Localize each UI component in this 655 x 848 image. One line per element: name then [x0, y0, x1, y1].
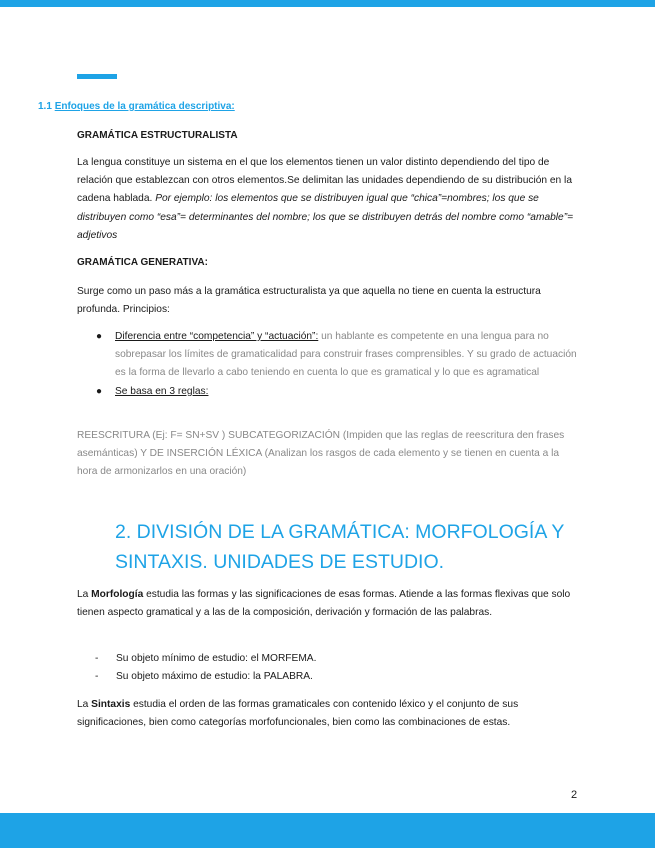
- bullet-icon: ●: [96, 331, 103, 342]
- list-item: [77, 650, 577, 668]
- page-number: 2: [571, 789, 578, 801]
- paragraph-morfologia: [77, 586, 577, 622]
- list-item: [77, 668, 577, 686]
- dash-marker: -: [95, 653, 99, 664]
- principle-text: un hablante es competente en una lengua para no sobrepasar los límites de gramaticalidad para construir frases comprensibles. Y su grado de actuación es la forma de llevarlo a cabo teniendo en cuenta lo que es gramatical y lo que es agramatical: [115, 331, 577, 379]
- unit-text: Su objeto máximo de estudio: la PALABRA.: [116, 671, 313, 682]
- list-item: [77, 328, 577, 383]
- bottom-accent-band: [0, 813, 655, 848]
- paragraph-sintaxis: [77, 696, 577, 732]
- paragraph-rules: REESCRITURA (Ej: F= SN+SV ) SUBCATEGORIZACIÓN (Impiden que las reglas de reescritura den frases asemánticas) Y DE INSERCIÓN LÉXICA (Analizan los rasgos de cada elemento y se tienen en cuenta a la hora de armonizarlos en una oración): [77, 430, 565, 478]
- morfologia-units-list: [77, 650, 577, 686]
- section-number: 1.1: [38, 101, 52, 112]
- paragraph-estructuralista: [77, 154, 577, 245]
- sintaxis-pre: La: [77, 699, 92, 710]
- principle-title: Diferencia entre “competencia” y “actuación”:: [115, 331, 319, 342]
- sintaxis-term: Sintaxis: [91, 699, 131, 710]
- estructuralista-text: La lengua constituye un sistema en el que los elementos tienen un valor distinto dependiendo del tipo de relación que establezcan con otros elementos.Se delimitan las unidades dependiendo de su distribución en la cadena hablada.: [77, 157, 572, 205]
- section-2-heading: 2. DIVISIÓN DE LA GRAMÁTICA: MORFOLOGÍA Y SINTAXIS. UNIDADES DE ESTUDIO.: [115, 521, 564, 573]
- section-title-link[interactable]: Enfoques de la gramática descriptiva:: [54, 101, 235, 112]
- bullet-icon: ●: [96, 385, 103, 397]
- heading-estructuralista: GRAMÁTICA ESTRUCTURALISTA: [77, 130, 238, 141]
- dash-marker: -: [95, 671, 99, 682]
- estructuralista-example: Por ejemplo: los elementos que se distribuyen igual que “chica”=nombres; los que se distribuyen como “esa”= determinantes del nombre; los que se distribuyen detrás del nombre como “amable”= adjetivos: [77, 193, 574, 241]
- paragraph-generativa-intro: Surge como un paso más a la gramática estructuralista ya que aquella no tiene en cuenta la estructura profunda. Principios:: [77, 286, 541, 316]
- morfologia-text: estudia las formas y las significaciones de esas formas. Atiende a las formas flexivas que solo tienen aspecto gramatical y a las de la composición, derivación y formación de las palabras.: [77, 589, 571, 619]
- sintaxis-text: estudia el orden de las formas gramaticales con contenido léxico y el conjunto de sus significaciones, bien como categorías morfofuncionales, bien como las combinaciones de estas.: [77, 699, 519, 729]
- morfologia-pre: La: [77, 589, 92, 600]
- section-link-1-1[interactable]: [38, 101, 235, 112]
- principle-title: Se basa en 3 reglas:: [115, 385, 209, 397]
- heading-generativa: GRAMÁTICA GENERATIVA:: [77, 257, 208, 268]
- morfologia-term: Morfología: [91, 589, 144, 600]
- top-accent-band: [0, 0, 655, 7]
- list-item: [77, 383, 577, 401]
- header-accent-bar: [77, 74, 117, 79]
- unit-text: Su objeto mínimo de estudio: el MORFEMA.: [116, 653, 317, 664]
- principles-list: [77, 328, 577, 401]
